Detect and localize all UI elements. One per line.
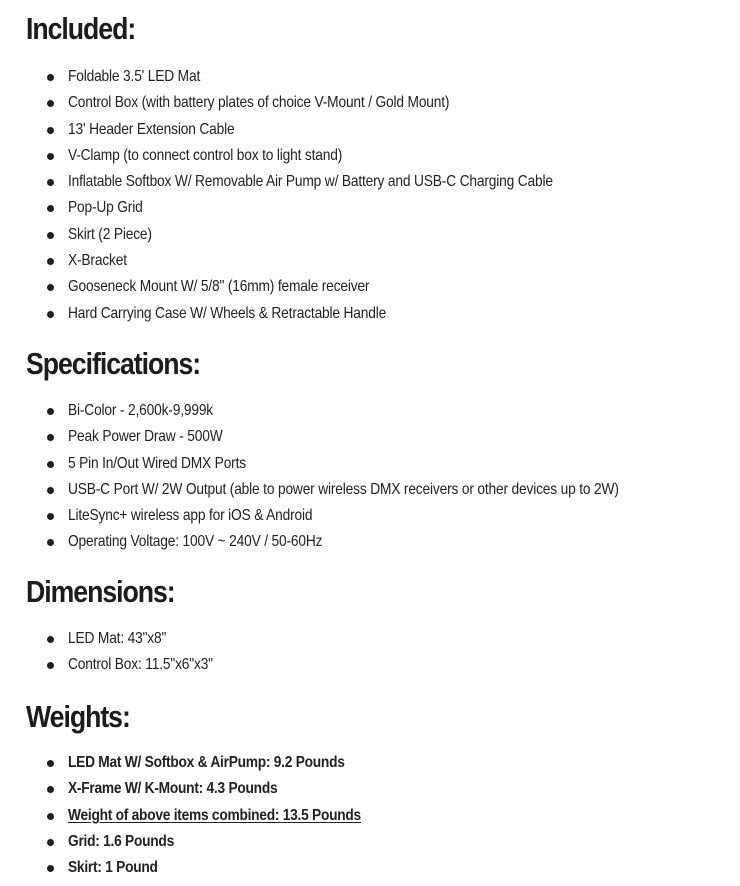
bullet-icon bbox=[47, 153, 54, 160]
list-item: Hard Carrying Case W/ Wheels & Retractable Handle bbox=[0, 301, 632, 327]
list-item: Control Box: 11.5"x6"x3" bbox=[0, 652, 236, 678]
weights-list bbox=[0, 750, 409, 881]
list-item: X-Frame W/ K-Mount: 4.3 Pounds bbox=[0, 776, 409, 802]
list-item: LED Mat: 43"x8" bbox=[0, 626, 236, 652]
list-item: V-Clamp (to connect control box to light stand) bbox=[0, 143, 632, 169]
bullet-icon bbox=[47, 408, 54, 415]
list-item: Operating Voltage: 100V ~ 240V / 50-60Hz bbox=[0, 529, 708, 555]
bullet-icon bbox=[47, 258, 54, 265]
bullet-icon bbox=[47, 232, 54, 239]
specifications-heading: Specifications: bbox=[26, 346, 201, 381]
list-item: Peak Power Draw - 500W bbox=[0, 424, 708, 450]
list-item: Inflatable Softbox W/ Removable Air Pump w/ Battery and USB-C Charging Cable bbox=[0, 169, 632, 195]
specifications-list bbox=[0, 398, 708, 556]
bullet-icon bbox=[47, 636, 54, 643]
list-item: LED Mat W/ Softbox & AirPump: 9.2 Pounds bbox=[0, 750, 409, 776]
bullet-icon bbox=[47, 179, 54, 186]
bullet-icon bbox=[47, 865, 54, 872]
bullet-icon bbox=[47, 100, 54, 107]
list-item: Bi-Color - 2,600k-9,999k bbox=[0, 398, 708, 424]
bullet-icon bbox=[47, 786, 54, 793]
bullet-icon bbox=[47, 434, 54, 441]
list-item: X-Bracket bbox=[0, 248, 632, 274]
list-item: Skirt (2 Piece) bbox=[0, 222, 632, 248]
bullet-icon bbox=[47, 74, 54, 81]
list-item: USB-C Port W/ 2W Output (able to power wireless DMX receivers or other devices up to 2W) bbox=[0, 477, 708, 503]
included-list bbox=[0, 64, 632, 327]
bullet-icon bbox=[47, 284, 54, 291]
dimensions-list bbox=[0, 626, 236, 679]
bullet-icon bbox=[47, 539, 54, 546]
list-item: Foldable 3.5' LED Mat bbox=[0, 64, 632, 90]
list-item: Skirt: 1 Pound bbox=[0, 855, 409, 881]
bullet-icon bbox=[47, 513, 54, 520]
bullet-icon bbox=[47, 839, 54, 846]
list-item: Grid: 1.6 Pounds bbox=[0, 829, 409, 855]
dimensions-heading: Dimensions: bbox=[26, 574, 175, 609]
list-item: LiteSync+ wireless app for iOS & Android bbox=[0, 503, 708, 529]
bullet-icon bbox=[47, 662, 54, 669]
bullet-icon bbox=[47, 311, 54, 318]
bullet-icon bbox=[47, 205, 54, 212]
weights-heading: Weights: bbox=[26, 699, 130, 734]
included-heading: Included: bbox=[26, 11, 136, 46]
list-item-total: Weight of above items combined: 13.5 Pounds bbox=[0, 803, 409, 829]
bullet-icon bbox=[47, 760, 54, 767]
list-item: 5 Pin In/Out Wired DMX Ports bbox=[0, 451, 708, 477]
list-item: 13' Header Extension Cable bbox=[0, 117, 632, 143]
list-item: Control Box (with battery plates of choice V-Mount / Gold Mount) bbox=[0, 90, 632, 116]
list-item: Gooseneck Mount W/ 5/8" (16mm) female receiver bbox=[0, 274, 632, 300]
bullet-icon bbox=[47, 813, 54, 820]
bullet-icon bbox=[47, 487, 54, 494]
bullet-icon bbox=[47, 461, 54, 468]
list-item: Pop-Up Grid bbox=[0, 195, 632, 221]
bullet-icon bbox=[47, 127, 54, 134]
